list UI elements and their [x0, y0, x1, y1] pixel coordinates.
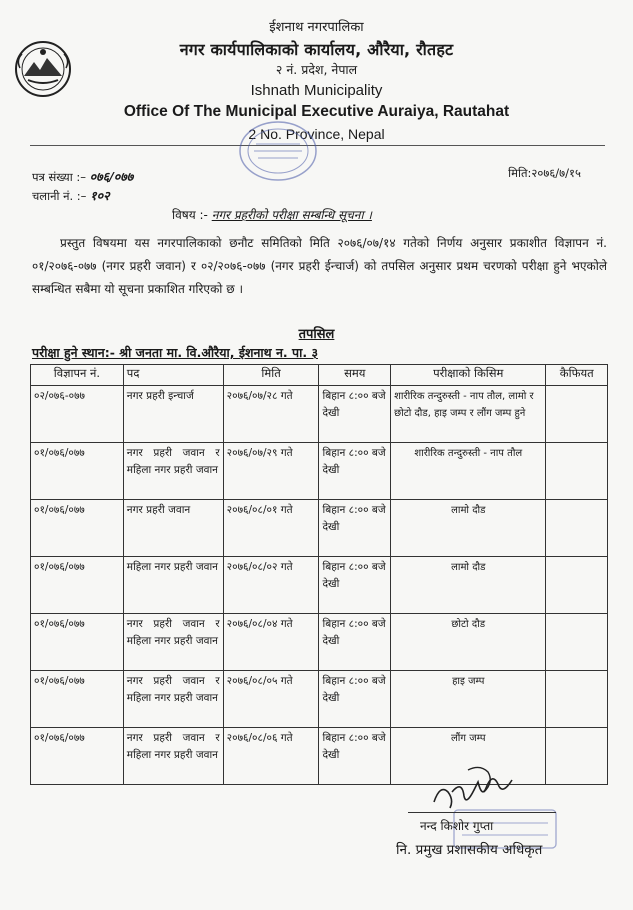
- cell-date: २०७६/०८/०२ गते: [223, 557, 319, 614]
- reference-value: ०७६/०७७: [89, 169, 134, 184]
- cell-time: बिहान ८:०० बजे देखी: [319, 386, 391, 443]
- cell-post: नगर प्रहरी जवान र महिला नगर प्रहरी जवान: [123, 443, 223, 500]
- cell-remarks: [546, 728, 608, 785]
- dispatch-number: [32, 187, 110, 204]
- cell-post: नगर प्रहरी जवान र महिला नगर प्रहरी जवान: [123, 671, 223, 728]
- cell-date: २०७६/०७/२९ गते: [223, 443, 319, 500]
- exam-schedule-table: [30, 364, 608, 785]
- table-row: [31, 386, 608, 443]
- cell-post: नगर प्रहरी जवान र महिला नगर प्रहरी जवान: [123, 614, 223, 671]
- notice-body-text: प्रस्तुत विषयमा यस नगरपालिकाको छनौट समितिको मिति २०७६/०७/१४ गतेको निर्णय अनुसार प्रकाशीत विज्ञापन नं. ०१/२०७६-०७७ (नगर प्रहरी जवान) र ०२/२०७६-०७७ (नगर प्रहरी ईन्चार्ज) को तपसिल अनुसार प्रथम चरणको परीक्षा हुने भएकोले सम्बन्धित सबैमा यो सूचना प्रकाशित गरिएको छ ।: [32, 236, 607, 296]
- cell-date: २०७६/०८/०६ गते: [223, 728, 319, 785]
- cell-advertisement-no: ०१/०७६/०७७: [31, 728, 124, 785]
- table-row: [31, 671, 608, 728]
- cell-remarks: [546, 671, 608, 728]
- cell-advertisement-no: ०१/०७६/०७७: [31, 557, 124, 614]
- cell-date: २०७६/०८/०४ गते: [223, 614, 319, 671]
- subject-text: नगर प्रहरीको परीक्षा सम्बन्धि सूचना ।: [211, 208, 372, 222]
- letterhead-municipality-np: ईशनाथ नगरपालिका: [269, 20, 364, 35]
- cell-remarks: [546, 557, 608, 614]
- cell-date: २०७६/०८/०५ गते: [223, 671, 319, 728]
- dispatch-label: चलानी नं. :–: [32, 189, 87, 203]
- cell-remarks: [546, 500, 608, 557]
- reference-number: [32, 168, 133, 185]
- subject-label: विषय :-: [172, 208, 208, 222]
- cell-advertisement-no: ०१/०७६/०७७: [31, 500, 124, 557]
- cell-remarks: [546, 443, 608, 500]
- header-remarks: कैफियत: [546, 365, 608, 386]
- letterhead-municipality-en: Ishnath Municipality: [250, 82, 383, 99]
- cell-exam-type: शारीरिक तन्दुरुस्ती - नाप तौल, लामो र छोटो दौड, हाइ जम्प र लौंग जम्प हुने: [391, 386, 546, 443]
- cell-time: बिहान ८:०० बजे देखी: [319, 671, 391, 728]
- issue-date: मिति:२०७६/७/१५: [508, 166, 581, 180]
- cell-exam-type: हाइ जम्प: [391, 671, 546, 728]
- header-exam-type: परीक्षाको किसिम: [391, 365, 546, 386]
- details-heading: तपसिल: [298, 327, 335, 342]
- cell-remarks: [546, 614, 608, 671]
- cell-date: २०७६/०८/०१ गते: [223, 500, 319, 557]
- cell-advertisement-no: ०१/०७६/०७७: [31, 614, 124, 671]
- signatory-name: नन्द किशोर गुप्ता: [420, 819, 494, 833]
- cell-advertisement-no: ०१/०७६/०७७: [31, 443, 124, 500]
- header-date: मिति: [223, 365, 319, 386]
- cell-advertisement-no: ०२/०७६-०७७: [31, 386, 124, 443]
- exam-venue: परीक्षा हुने स्थान:- श्री जनता मा. वि.औरैया, ईशनाथ न. पा. ३: [32, 345, 318, 360]
- dispatch-value: १०२: [90, 188, 110, 203]
- cell-exam-type: लौंग जम्प: [391, 728, 546, 785]
- cell-time: बिहान ८:०० बजे देखी: [319, 728, 391, 785]
- signature-line: [408, 812, 556, 813]
- letterhead-office-np: नगर कार्यपालिकाको कार्यालय, औरैया, रौतहट: [179, 40, 454, 59]
- office-seal-stamp: [238, 120, 318, 182]
- cell-time: बिहान ८:०० बजे देखी: [319, 500, 391, 557]
- table-row: [31, 614, 608, 671]
- table-row: [31, 728, 608, 785]
- cell-time: बिहान ८:०० बजे देखी: [319, 614, 391, 671]
- cell-exam-type: छोटो दौड: [391, 614, 546, 671]
- cell-post: नगर प्रहरी इन्चार्ज: [123, 386, 223, 443]
- table-row: [31, 500, 608, 557]
- reference-label: पत्र संख्या :–: [32, 170, 86, 184]
- notice-body: [32, 232, 607, 301]
- subject-line: [172, 206, 372, 223]
- letterhead-province-np: २ नं. प्रदेश, नेपाल: [275, 62, 358, 77]
- cell-time: बिहान ८:०० बजे देखी: [319, 443, 391, 500]
- cell-post: नगर प्रहरी जवान र महिला नगर प्रहरी जवान: [123, 728, 223, 785]
- cell-post: नगर प्रहरी जवान: [123, 500, 223, 557]
- cell-exam-type: लामो दौड: [391, 500, 546, 557]
- cell-time: बिहान ८:०० बजे देखी: [319, 557, 391, 614]
- header-advertisement-no: विज्ञापन नं.: [31, 365, 124, 386]
- cell-date: २०७६/०७/२८ गते: [223, 386, 319, 443]
- letterhead-province-en: 2 No. Province, Nepal: [248, 126, 385, 142]
- header-time: समय: [319, 365, 391, 386]
- cell-exam-type: लामो दौड: [391, 557, 546, 614]
- cell-exam-type: शारीरिक तन्दुरुस्ती - नाप तौल: [391, 443, 546, 500]
- table-header-row: [31, 365, 608, 386]
- table-row: [31, 443, 608, 500]
- header-post: पद: [123, 365, 223, 386]
- table-row: [31, 557, 608, 614]
- signatory-title: नि. प्रमुख प्रशासकीय अधिकृत: [396, 842, 543, 858]
- cell-remarks: [546, 386, 608, 443]
- cell-post: महिला नगर प्रहरी जवान: [123, 557, 223, 614]
- letterhead-office-en: Office Of The Municipal Executive Auraiya, Rautahat: [123, 103, 510, 120]
- cell-advertisement-no: ०१/०७६/०७७: [31, 671, 124, 728]
